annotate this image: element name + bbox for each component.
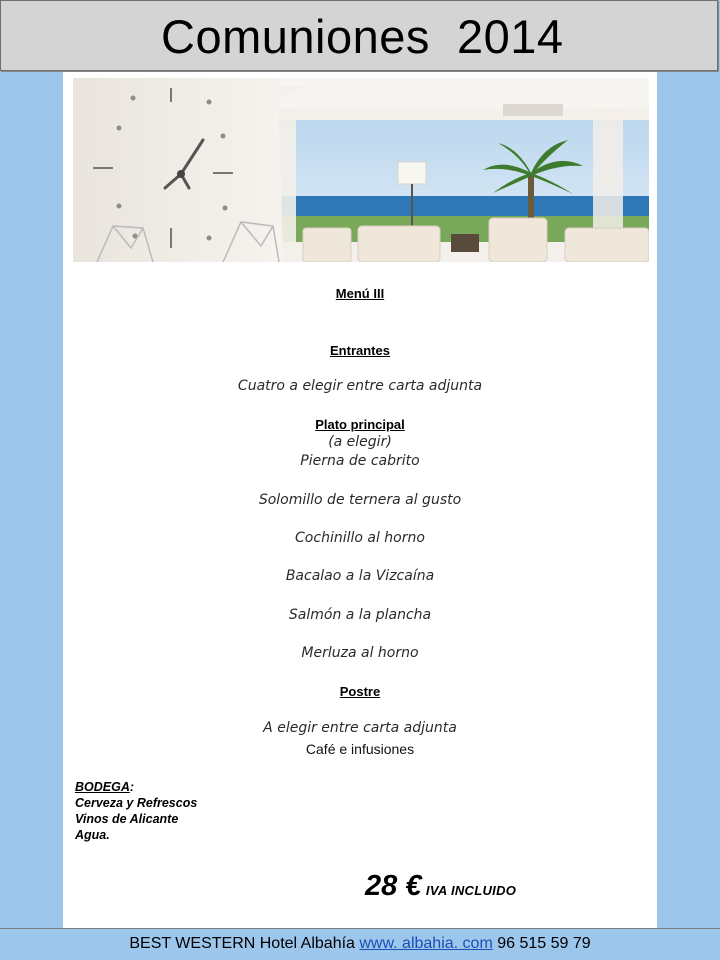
- footer-phone: 96 515 59 79: [492, 935, 591, 952]
- footer-hotel-name: BEST WESTERN Hotel Albahía: [129, 935, 360, 952]
- dish-item: Cochinillo al horno: [295, 530, 425, 546]
- dessert-text: A elegir entre carta adjunta: [263, 720, 457, 736]
- bodega-label: BODEGA: [75, 780, 130, 794]
- bodega-colon: :: [129, 780, 135, 794]
- dish-item: Bacalao a la Vizcaína: [285, 568, 435, 584]
- price: [365, 870, 516, 903]
- footer: [0, 928, 720, 960]
- dessert-extra: Café e infusiones: [305, 741, 415, 757]
- menu-name: Menú III: [335, 286, 385, 301]
- dish-item: Solomillo de ternera al gusto: [258, 492, 462, 508]
- price-tax-note: IVA INCLUIDO: [425, 883, 517, 898]
- dish-item: Pierna de cabrito: [300, 453, 420, 469]
- footer-website-link[interactable]: www. albahia. com: [359, 935, 493, 952]
- dish-item: Merluza al horno: [301, 645, 419, 661]
- bodega-block: [75, 779, 197, 843]
- bodega-line: Vinos de Alicante: [75, 812, 179, 826]
- page-title: Comuniones 2014: [161, 10, 564, 63]
- starters-heading: Entrantes: [330, 343, 390, 358]
- starters-text: Cuatro a elegir entre carta adjunta: [237, 378, 483, 394]
- dessert-heading: Postre: [339, 684, 381, 699]
- menu-content: [63, 72, 657, 928]
- main-course-heading: Plato principal: [315, 417, 405, 432]
- bodega-line: Agua.: [75, 828, 110, 842]
- menu-sheet: [63, 72, 657, 928]
- title-bar: [0, 0, 718, 71]
- bodega-line: Cerveza y Refrescos: [75, 796, 198, 810]
- price-amount: 28 €: [365, 870, 422, 902]
- dish-item: Salmón a la plancha: [288, 607, 432, 623]
- main-course-note: (a elegir): [328, 434, 392, 450]
